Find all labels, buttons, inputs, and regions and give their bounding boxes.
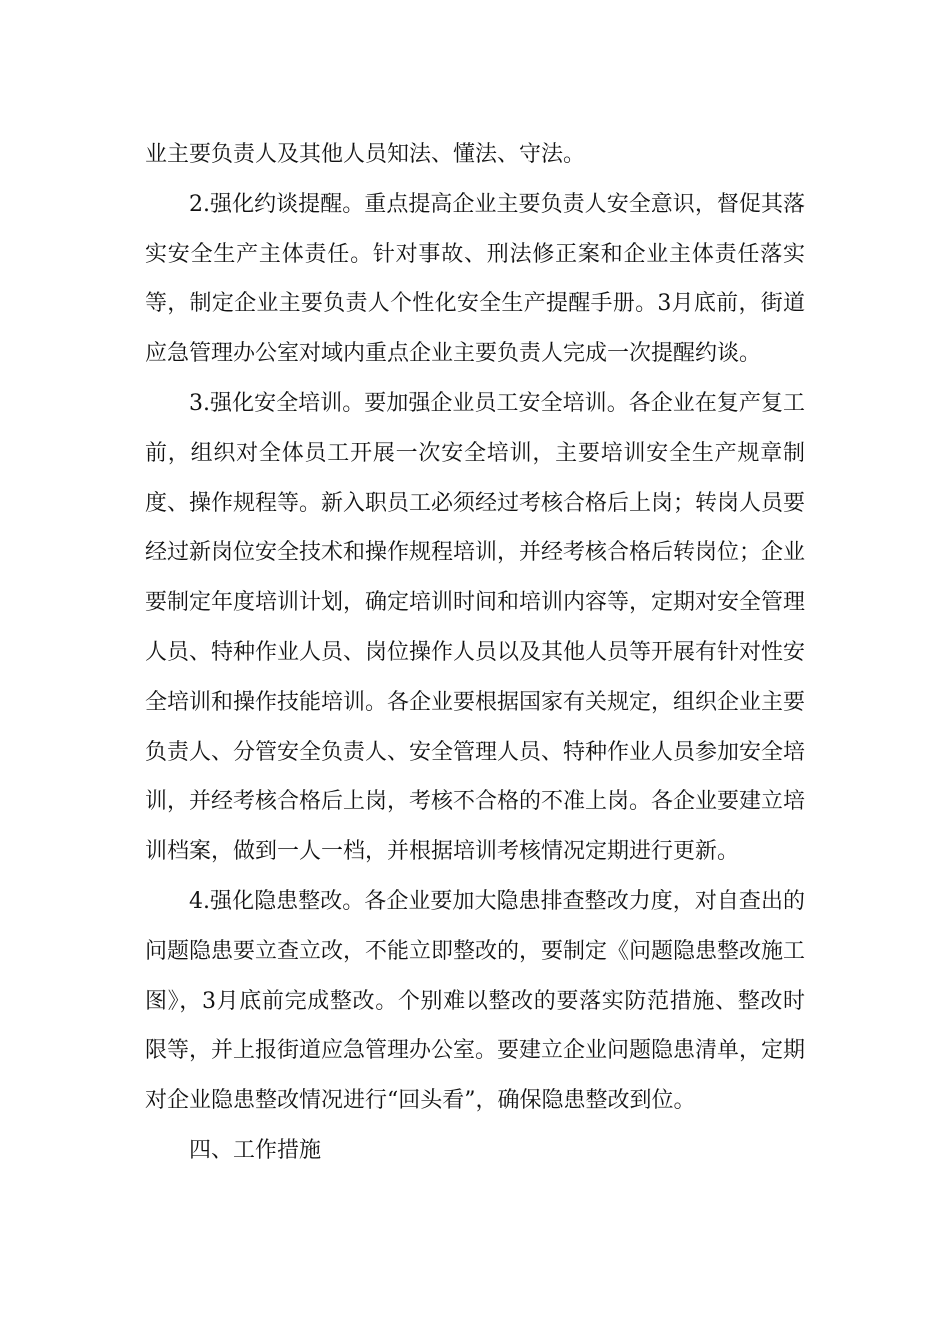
section-heading: 四、工作措施 <box>189 1137 322 1163</box>
paragraph-item-4: 4.强化隐患整改。各企业要加大隐患排查整改力度，对自查出的问题隐患要立查立改，不能立即整改的，要制定《问题隐患整改施工图》，3月底前完成整改。个别难以整改的要落实防范措施、整改时限等，并上报街道应急管理办公室。要建立企业问题隐患清单，定期对企业隐患整改情况进行“回头看”，确保隐患整改到位。 <box>145 888 806 1114</box>
paragraph-item-2: 2.强化约谈提醒。重点提高企业主要负责人安全意识，督促其落实安全生产主体责任。针对事故、刑法修正案和企业主体责任落实等，制定企业主要负责人个性化安全生产提醒手册。3月底前，街道应急管理办公室对域内重点企业主要负责人完成一次提醒约谈。 <box>145 191 805 367</box>
paragraph-item-3: 3.强化安全培训。要加强企业员工安全培训。各企业在复产复工前，组织对全体员工开展一次安全培训，主要培训安全生产规章制度、操作规程等。新入职员工必须经过考核合格后上岗；转岗人员要经过新岗位安全技术和操作规程培训，并经考核合格后转岗位；企业要制定年度培训计划，确定培训时间和培训内容等，定期对安全管理人员、特种作业人员、岗位操作人员以及其他人员等开展有针对性安全培训和操作技能培训。各企业要根据国家有关规定，组织企业主要负责人、分管安全负责人、安全管理人员、特种作业人员参加安全培训，并经考核合格后上岗，考核不合格的不准上岗。各企业要建立培训档案，做到一人一档，并根据培训考核情况定期进行更新。 <box>145 390 806 865</box>
document-body <box>145 130 805 1176</box>
paragraph-continuation: 业主要负责人及其他人员知法、懂法、守法。 <box>145 142 586 167</box>
